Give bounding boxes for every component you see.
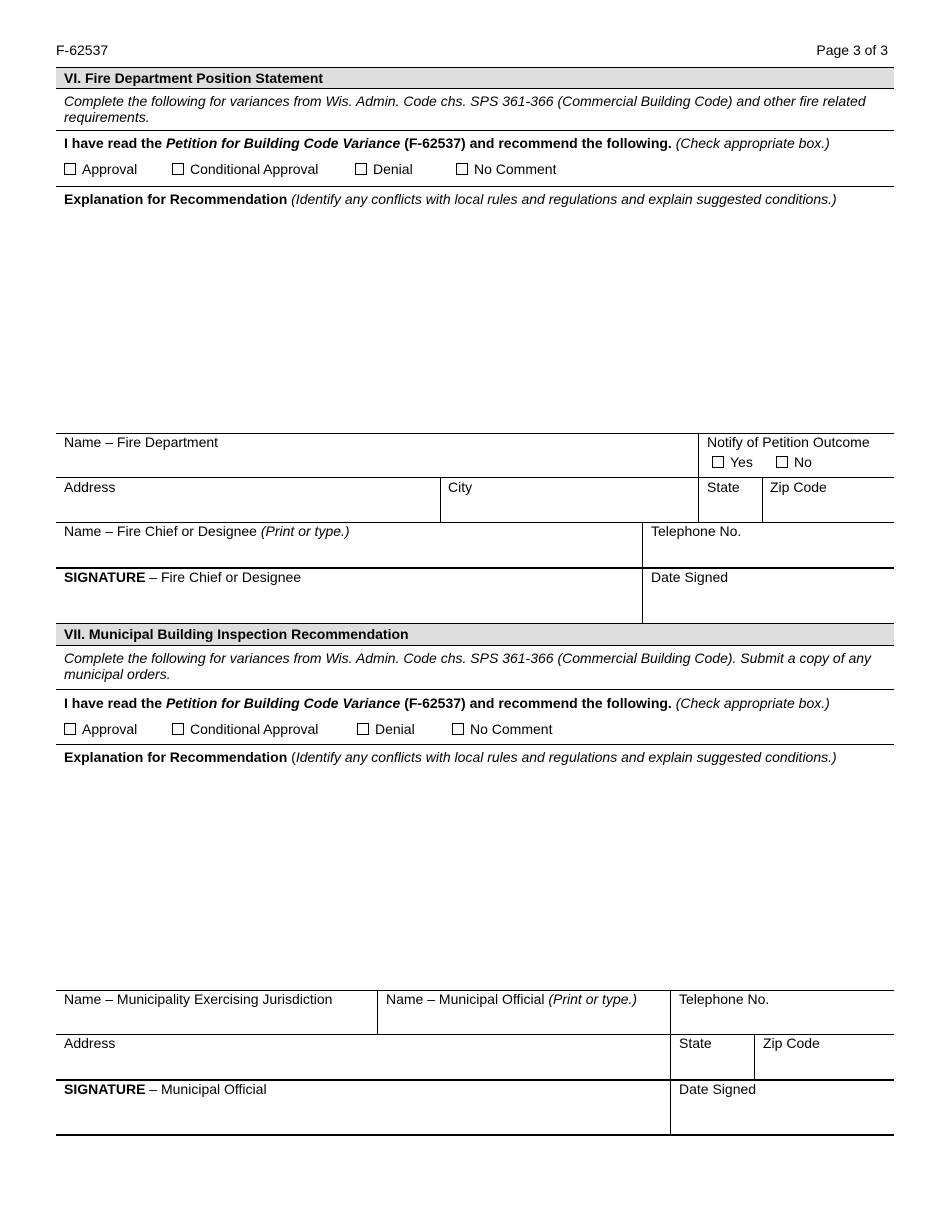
s6-telephone-label: Telephone No. xyxy=(651,523,742,539)
s6-explanation-label: Explanation for Recommendation (Identify any conflicts with local rules and regulations and explain suggested conditions.) xyxy=(64,191,837,207)
checkbox-icon xyxy=(357,723,369,735)
s7-address-label: Address xyxy=(64,1035,116,1051)
checkbox-icon xyxy=(172,163,184,175)
s6-address-label: Address xyxy=(64,479,116,495)
s7-state-field[interactable] xyxy=(671,1035,754,1079)
s6-state-label: State xyxy=(707,479,740,495)
section6-title: VI. Fire Department Position Statement xyxy=(64,70,324,86)
s6-chief-name-field[interactable] xyxy=(56,523,642,567)
s6-date-signed-field[interactable] xyxy=(643,569,894,622)
s7-telephone-field[interactable] xyxy=(671,991,894,1034)
s7-zip-label: Zip Code xyxy=(763,1035,820,1051)
section6-read-statement: I have read the Petition for Building Code Variance (F-62537) and recommend the following. (Check appropriate box.) xyxy=(64,135,830,151)
checkbox-icon xyxy=(64,163,76,175)
checkbox-icon xyxy=(456,163,468,175)
s6-signature-field[interactable] xyxy=(56,569,642,622)
s7-address-field[interactable] xyxy=(56,1035,670,1079)
s6-explanation-field[interactable] xyxy=(56,210,894,432)
section7-instructions: Complete the following for variances from Wis. Admin. Code chs. SPS 361-366 (Commercial Building Code). Submit a copy of any municipal orders. xyxy=(64,650,872,682)
s6-notify-label: Notify of Petition Outcome xyxy=(707,434,870,450)
s6-fire-dept-name-label: Name – Fire Department xyxy=(64,434,219,450)
s7-explanation-field[interactable] xyxy=(56,768,894,988)
s7-telephone-label: Telephone No. xyxy=(679,991,770,1007)
s7-approval-checkbox[interactable]: Approval xyxy=(64,721,137,737)
s6-notify-no-checkbox[interactable]: No xyxy=(776,454,812,470)
s6-zip-field[interactable] xyxy=(763,478,894,521)
s7-date-signed-label: Date Signed xyxy=(679,1081,757,1097)
s6-signature-label: SIGNATURE – Fire Chief or Designee xyxy=(64,569,302,585)
section7-title: VII. Municipal Building Inspection Recommendation xyxy=(64,626,409,642)
s6-zip-label: Zip Code xyxy=(770,479,827,495)
s7-date-signed-field[interactable] xyxy=(671,1081,894,1134)
section6-header xyxy=(56,67,894,89)
checkbox-icon xyxy=(452,723,464,735)
s6-date-signed-label: Date Signed xyxy=(651,569,729,585)
s6-state-field[interactable] xyxy=(699,478,762,521)
s7-signature-field[interactable] xyxy=(56,1081,670,1134)
s7-municipality-name-field[interactable] xyxy=(56,991,377,1034)
section7-read-statement: I have read the Petition for Building Code Variance (F-62537) and recommend the following. (Check appropriate box.) xyxy=(64,695,830,711)
s6-denial-checkbox[interactable]: Denial xyxy=(355,161,413,177)
s6-telephone-field[interactable] xyxy=(643,523,894,567)
checkbox-icon xyxy=(776,456,788,468)
s6-no-comment-checkbox[interactable]: No Comment xyxy=(456,161,556,177)
s7-denial-checkbox[interactable]: Denial xyxy=(357,721,415,737)
checkbox-icon xyxy=(64,723,76,735)
page-number: Page 3 of 3 xyxy=(816,42,888,58)
s7-signature-label: SIGNATURE – Municipal Official xyxy=(64,1081,267,1097)
checkbox-icon xyxy=(172,723,184,735)
s6-city-label: City xyxy=(448,479,473,495)
form-id: F-62537 xyxy=(56,42,109,58)
section6-instructions: Complete the following for variances from Wis. Admin. Code chs. SPS 361-366 (Commercial Building Code) and other fire related requirements. xyxy=(64,93,866,125)
s6-address-field[interactable] xyxy=(56,478,440,521)
s6-fire-dept-name-field[interactable] xyxy=(56,434,698,477)
s7-municipality-name-label: Name – Municipality Exercising Jurisdiction xyxy=(64,991,333,1007)
s6-approval-checkbox[interactable]: Approval xyxy=(64,161,137,177)
s7-conditional-approval-checkbox[interactable]: Conditional Approval xyxy=(172,721,318,737)
checkbox-icon xyxy=(712,456,724,468)
s7-official-name-label: Name – Municipal Official (Print or type.) xyxy=(386,991,638,1007)
s7-explanation-label: Explanation for Recommendation (Identify any conflicts with local rules and regulations and explain suggested conditions.) xyxy=(64,749,837,765)
s7-no-comment-checkbox[interactable]: No Comment xyxy=(452,721,552,737)
section7-header xyxy=(56,623,894,646)
checkbox-icon xyxy=(355,163,367,175)
s7-state-label: State xyxy=(679,1035,712,1051)
s6-conditional-approval-checkbox[interactable]: Conditional Approval xyxy=(172,161,318,177)
s7-official-name-field[interactable] xyxy=(378,991,670,1034)
s6-chief-name-label: Name – Fire Chief or Designee (Print or type.) xyxy=(64,523,350,539)
s6-city-field[interactable] xyxy=(441,478,698,521)
s6-notify-yes-checkbox[interactable]: Yes xyxy=(712,454,753,470)
s7-zip-field[interactable] xyxy=(755,1035,894,1079)
